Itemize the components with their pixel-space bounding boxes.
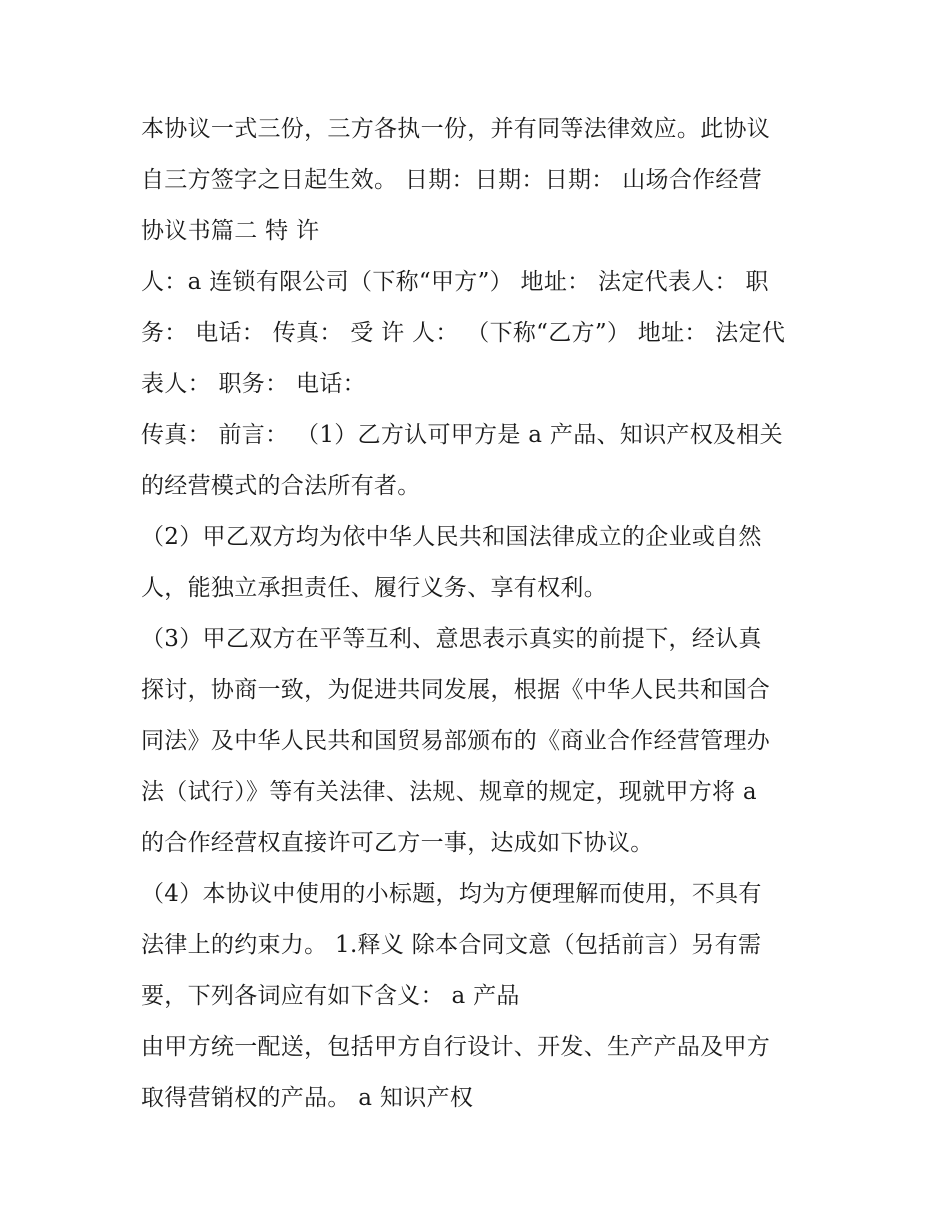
text-line: （2）甲乙双方均为依中华人民共和国法律成立的企业或自然 [141,524,762,550]
text-line: 的经营模式的合法所有者。 [141,473,421,499]
text-line: 法律上的约束力。 1.释义 除本合同文意（包括前言）另有需 [141,932,762,958]
text-line: 务： 电话： 传真： 受 许 人： （下称“乙方”） 地址： 法定代 [141,320,786,346]
text-line: 表人： 职务： 电话： [141,371,366,397]
text-line: （3）甲乙双方在平等互利、意思表示真实的前提下，经认真 [141,626,762,652]
text-line: 传真： 前言： （1）乙方认可甲方是 a 产品、知识产权及相关 [141,422,783,448]
document-body [141,104,821,1124]
text-line: （4）本协议中使用的小标题，均为方便理解而使用，不具有 [141,881,762,907]
text-line: 协议书篇二 特 许 [141,218,320,244]
text-line: 同法》及中华人民共和国贸易部颁布的《商业合作经营管理办 [141,728,771,754]
text-line: 自三方签字之日起生效。 日期：日期：日期： 山场合作经营 [141,167,763,193]
text-line: 要，下列各词应有如下含义： a 产品 [141,983,520,1009]
text-line: 本协议一式三份，三方各执一份，并有同等法律效应。此协议 [141,116,771,142]
text-line: 的合作经营权直接许可乙方一事，达成如下协议。 [141,830,654,856]
text-line: 人，能独立承担责任、履行义务、享有权利。 [141,575,607,601]
text-line: 由甲方统一配送，包括甲方自行设计、开发、生产产品及甲方 [141,1034,771,1060]
text-line: 法（试行）》等有关法律、法规、规章的规定，现就甲方将 a [141,779,757,805]
text-line: 探讨，协商一致，为促进共同发展，根据《中华人民共和国合 [141,677,771,703]
text-line: 人：a 连锁有限公司（下称“甲方”） 地址： 法定代表人： 职 [141,269,769,295]
text-line: 取得营销权的产品。 a 知识产权 [141,1085,474,1111]
